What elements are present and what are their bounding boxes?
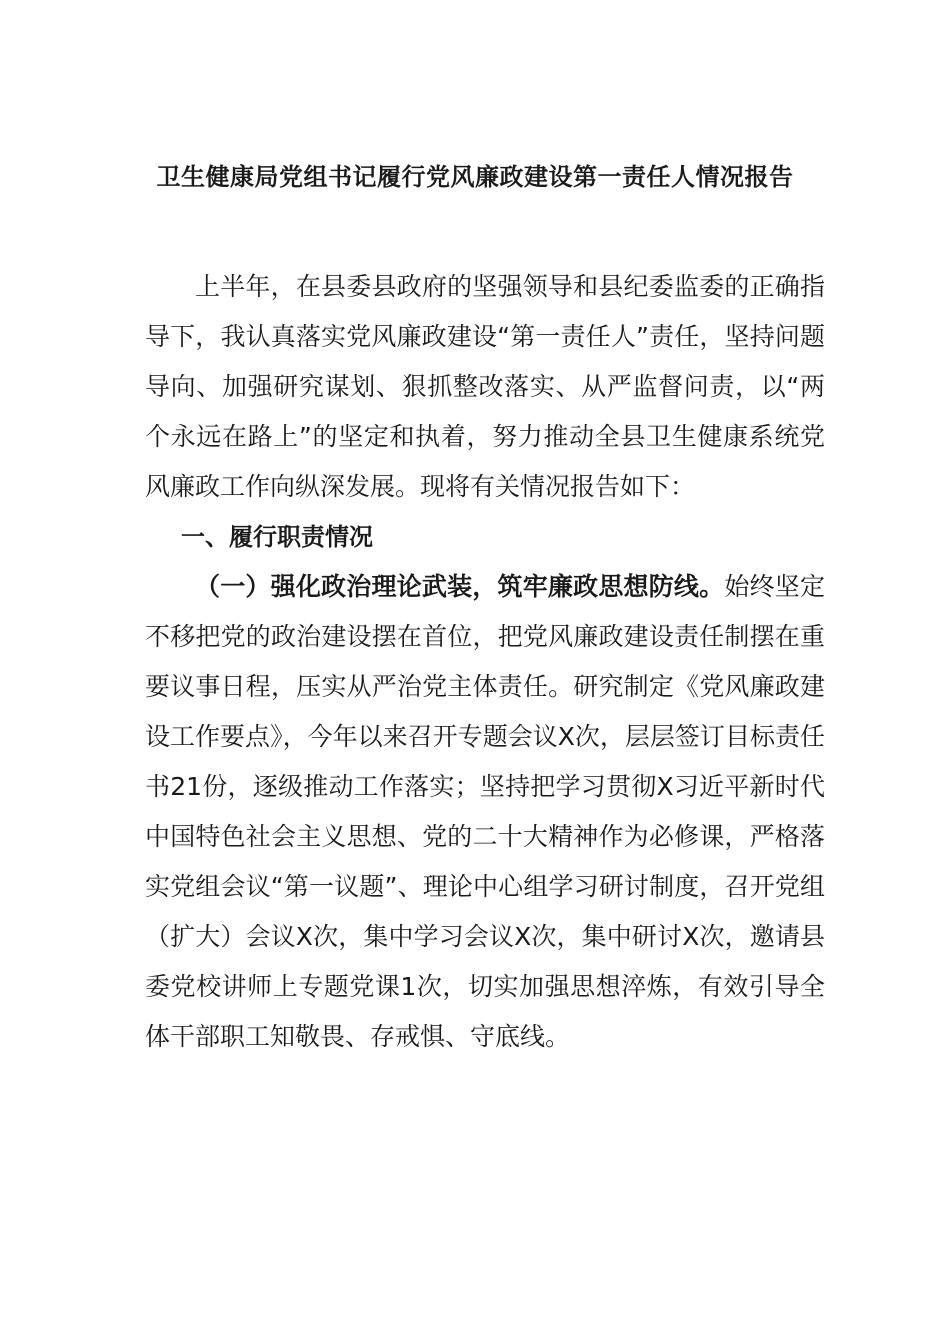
intro-paragraph: 上半年，在县委县政府的坚强领导和县纪委监委的正确指导下，我认真落实党风廉政建设“第一责任人”责任，坚持问题导向、加强研究谋划、狠抓整改落实、从严监督问责，以“两个永远在路上”的坚定和执着，努力推动全县卫生健康系统党风廉政工作向纵深发展。现将有关情况报告如下： <box>145 272 825 501</box>
subsection-lead: （一）强化政治理论武装，筑牢廉政思想防线。 <box>195 572 725 601</box>
document-body <box>145 262 825 1062</box>
document-title: 卫生健康局党组书记履行党风廉政建设第一责任人情况报告 <box>156 163 794 191</box>
section-heading: 一、履行职责情况 <box>181 523 373 551</box>
subsection-paragraph <box>145 562 825 1062</box>
subsection-text: 始终坚定不移把党的政治建设摆在首位，把党风廉政建设责任制摆在重要议事日程，压实从严治党主体责任。研究制定《党风廉政建设工作要点》，今年以来召开专题会议X次，层层签订目标责任书21份，逐级推动工作落实；坚持把学习贯彻X习近平新时代中国特色社会主义思想、党的二十大精神作为必修课，严格落实党组会议“第一议题”、理论中心组学习研讨制度，召开党组（扩大）会议X次，集中学习会议X次，集中研讨X次，邀请县委党校讲师上专题党课1次，切实加强思想淬炼，有效引导全体干部职工知敬畏、存戒惧、守底线。 <box>145 572 825 1051</box>
